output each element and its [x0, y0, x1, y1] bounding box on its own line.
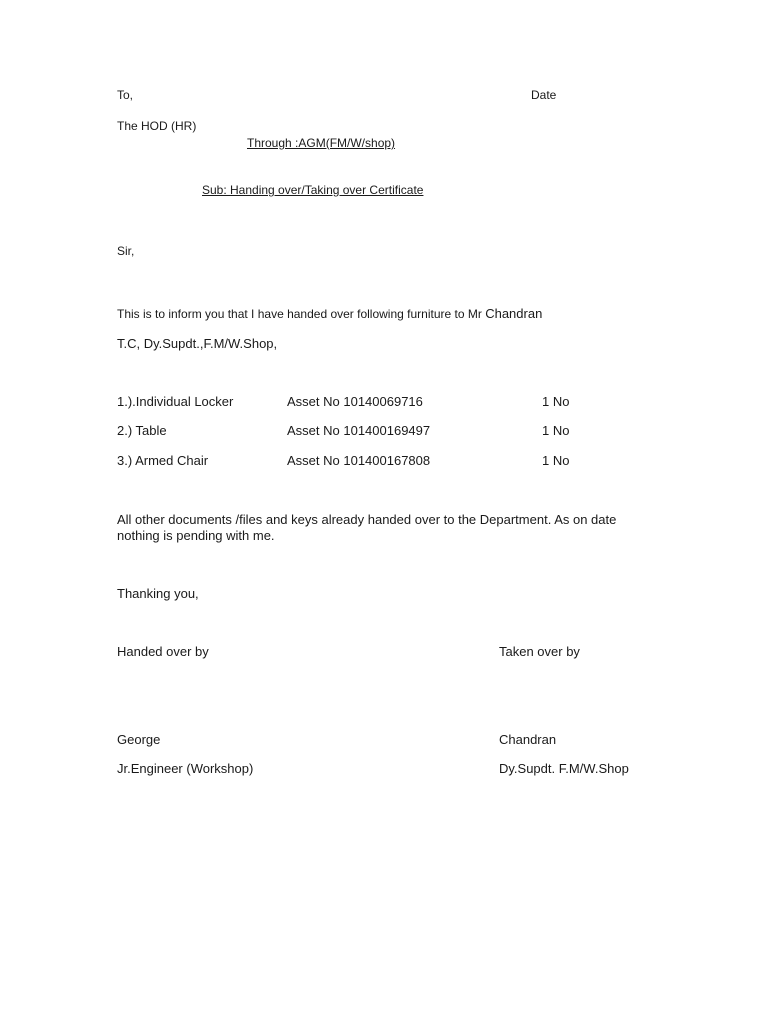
intro-line-1-text: This is to inform you that I have handed over following furniture to Mr [117, 307, 482, 321]
item-label: 3.) Armed Chair [117, 453, 209, 468]
subject-line: Sub: Handing over/Taking over Certificate [202, 183, 424, 197]
item-asset-number: Asset No 10140069716 [287, 394, 423, 409]
item-quantity: 1 No [542, 423, 570, 438]
item-quantity: 1 No [542, 394, 570, 409]
to-label: To, [117, 88, 134, 102]
salutation: Sir, [117, 244, 135, 258]
taken-over-label: Taken over by [499, 644, 580, 659]
handed-over-name: George [117, 732, 161, 747]
intro-line-2: T.C, Dy.Supdt.,F.M/W.Shop, [117, 336, 278, 351]
recipient: The HOD (HR) [117, 119, 197, 133]
taken-over-name: Chandran [499, 732, 557, 747]
handed-over-label: Handed over by [117, 644, 209, 659]
through-line: Through :AGM(FM/W/shop) [247, 136, 396, 150]
item-quantity: 1 No [542, 453, 570, 468]
intro-line-1 [117, 307, 542, 320]
item-label: 1.).Individual Locker [117, 394, 234, 409]
handed-over-designation: Jr.Engineer (Workshop) [117, 761, 254, 776]
closing-paragraph: All other documents /files and keys already handed over to the Department. As on date nothing is pending with me. [117, 512, 617, 543]
thanking-line: Thanking you, [117, 586, 199, 601]
item-asset-number: Asset No 101400169497 [287, 423, 431, 438]
item-label: 2.) Table [117, 423, 167, 438]
item-asset-number: Asset No 101400167808 [287, 453, 431, 468]
date-label: Date [531, 88, 557, 102]
taken-over-designation: Dy.Supdt. F.M/W.Shop [499, 761, 629, 776]
intro-recipient-name: Chandran [485, 306, 543, 321]
